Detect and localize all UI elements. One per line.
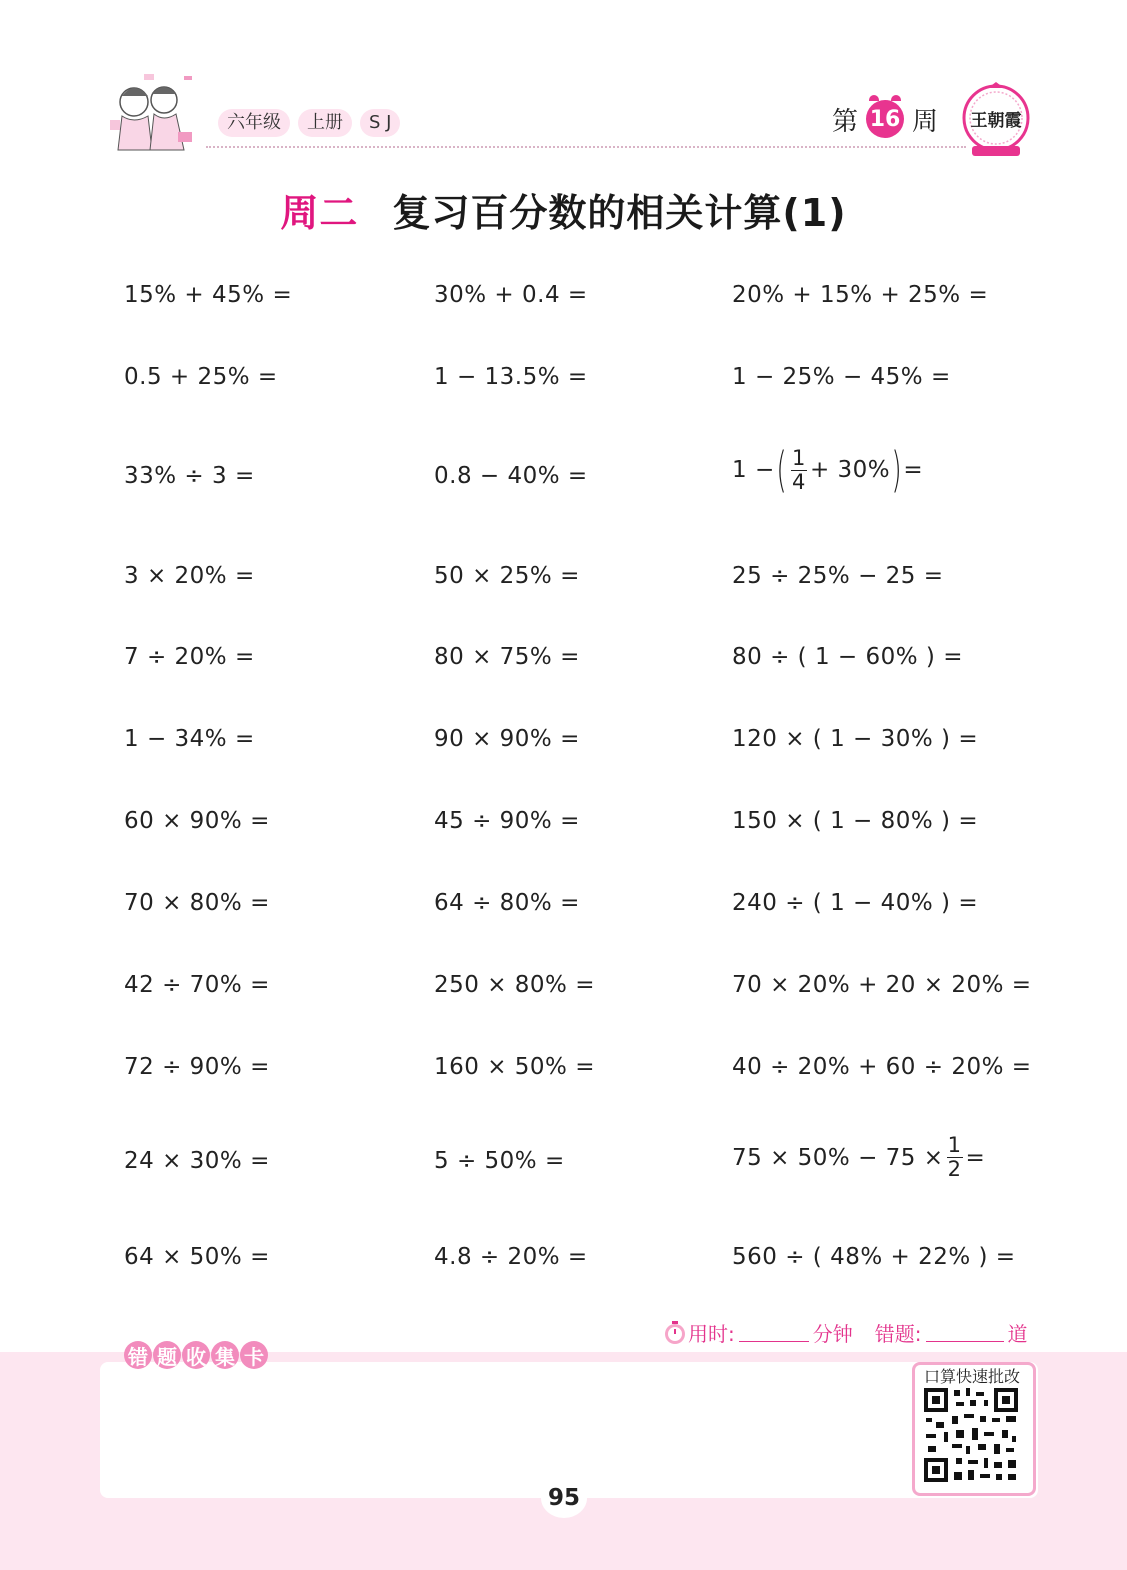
time-label: 用时:: [688, 1322, 735, 1346]
error-label: 错题:: [874, 1322, 922, 1346]
qr-label: 口算快速批改: [924, 1367, 1021, 1386]
problem: 64 ÷ 80% =: [434, 890, 580, 916]
brand-logo: [960, 80, 1032, 158]
problem: 45 ÷ 90% =: [434, 808, 580, 834]
problem-tail: + 30%: [809, 457, 891, 483]
problem: 1 − 13.5% =: [434, 364, 588, 390]
problem: 15% + 45% =: [124, 282, 293, 308]
problem: 1 − 34% =: [124, 726, 255, 752]
volume-chip: 上册: [298, 109, 352, 137]
problem-lead: 75 × 50% − 75 ×: [732, 1144, 944, 1171]
problem: 250 × 80% =: [434, 972, 595, 998]
problem-end: =: [965, 1144, 986, 1171]
left-paren-icon: (: [776, 442, 787, 498]
week-indicator: [832, 100, 938, 138]
title-day: 周二: [280, 191, 359, 235]
fraction-denominator: 4: [792, 469, 806, 494]
label-char: 集: [211, 1341, 239, 1369]
page-number: 95: [541, 1478, 587, 1518]
label-char: 错: [124, 1341, 152, 1369]
fraction: [791, 447, 807, 494]
problem: 60 × 90% =: [124, 808, 270, 834]
label-char: 收: [182, 1341, 210, 1369]
problem: 160 × 50% =: [434, 1054, 595, 1080]
problem: 33% ÷ 3 =: [124, 463, 255, 489]
problem: 7 ÷ 20% =: [124, 644, 255, 670]
page-title: [0, 182, 1127, 237]
problem-end: =: [903, 457, 924, 483]
problem: 64 × 50% =: [124, 1244, 270, 1270]
problem: 40 ÷ 20% + 60 ÷ 20% =: [732, 1054, 1032, 1080]
problem: 42 ÷ 70% =: [124, 972, 270, 998]
label-char: 题: [153, 1341, 181, 1369]
problem: 120 × ( 1 − 30% ) =: [732, 726, 979, 752]
problem: 5 ÷ 50% =: [434, 1148, 565, 1174]
header-divider: [206, 146, 966, 148]
problem: 3 × 20% =: [124, 563, 255, 589]
qr-code-icon[interactable]: [922, 1386, 1020, 1484]
fraction-numerator: 1: [792, 445, 806, 470]
page-header: [0, 0, 1127, 170]
week-prefix: 第: [832, 106, 859, 137]
problem: 24 × 30% =: [124, 1148, 270, 1174]
problem: 30% + 0.4 =: [434, 282, 588, 308]
error-unit: 道: [1007, 1322, 1028, 1346]
problem: 90 × 90% =: [434, 726, 580, 752]
fraction-numerator: 1: [947, 1133, 962, 1157]
problem: 50 × 25% =: [434, 563, 580, 589]
problem: 25 ÷ 25% − 25 =: [732, 563, 944, 589]
title-main: 复习百分数的相关计算(1): [392, 191, 847, 235]
problem: 70 × 80% =: [124, 890, 270, 916]
problem: 0.5 + 25% =: [124, 364, 278, 390]
week-suffix: 周: [912, 106, 939, 137]
brand-logo-text: 王朝霞: [970, 111, 1022, 131]
problem-fraction: [732, 442, 924, 498]
problem: 70 × 20% + 20 × 20% =: [732, 972, 1032, 998]
error-field[interactable]: [926, 1323, 1004, 1342]
grade-chips: [218, 109, 400, 137]
problem: 1 − 25% − 45% =: [732, 364, 951, 390]
time-and-errors: [662, 1318, 1028, 1347]
fraction: [947, 1134, 963, 1181]
stopwatch-icon: [662, 1320, 688, 1346]
mistake-card-label: [124, 1341, 268, 1369]
kids-illustration: [104, 72, 204, 154]
label-char: 卡: [240, 1341, 268, 1369]
week-number-badge: 16: [866, 100, 904, 138]
grade-chip: 六年级: [218, 109, 290, 137]
problem: 72 ÷ 90% =: [124, 1054, 270, 1080]
problem: 150 × ( 1 − 80% ) =: [732, 808, 979, 834]
right-paren-icon: ): [891, 442, 903, 498]
problem: 4.8 ÷ 20% =: [434, 1244, 588, 1270]
problem-fraction: [732, 1134, 985, 1181]
problem: 0.8 − 40% =: [434, 463, 588, 489]
fraction-denominator: 2: [947, 1157, 962, 1181]
problem-lead: 1 −: [732, 457, 775, 483]
problem: 80 ÷ ( 1 − 60% ) =: [732, 644, 963, 670]
edition-chip: S J: [360, 109, 400, 137]
problem: 560 ÷ ( 48% + 22% ) =: [732, 1244, 1016, 1270]
problem: 80 × 75% =: [434, 644, 580, 670]
time-unit: 分钟: [812, 1322, 853, 1346]
time-field[interactable]: [739, 1323, 809, 1342]
problem: 20% + 15% + 25% =: [732, 282, 989, 308]
problem: 240 ÷ ( 1 − 40% ) =: [732, 890, 979, 916]
